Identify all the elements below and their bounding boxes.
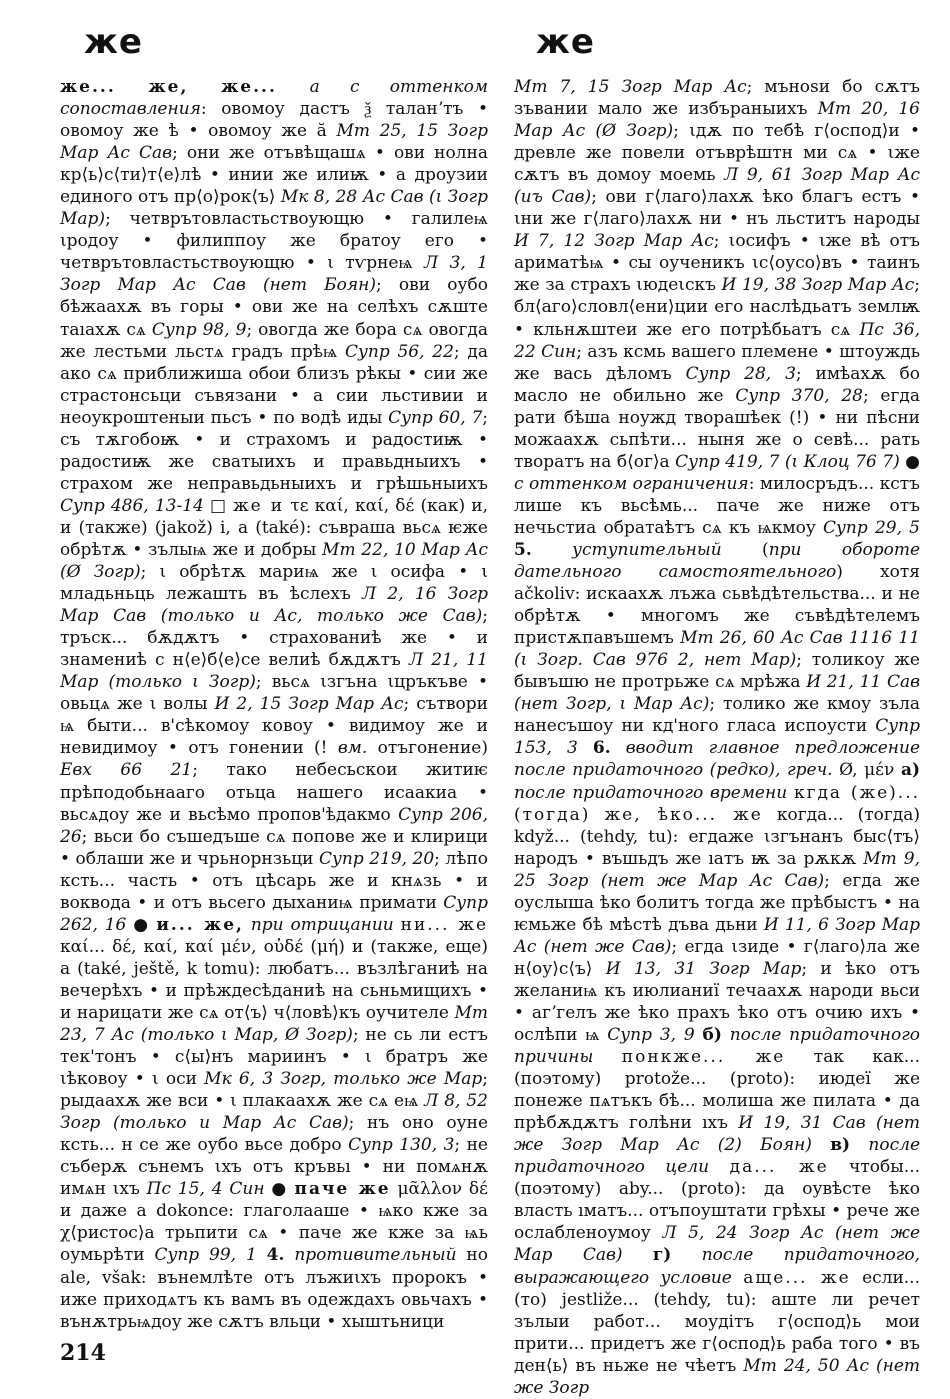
text-segment: же, ѣко... же <box>604 804 763 825</box>
text-segment: вводит главное предложение после придаточного (редко), <box>514 738 921 781</box>
text-segment: ; да ако сѧ приближиша обои близъ рѣкы • сии же страстонсьци съвязани • а сии льстивии и неоукроштеныи пьсъ • по водѣ иды <box>60 341 489 428</box>
text-segment: : милосръдъ... кстъ лише къ вьсѣмь... паче же ниже отъ нечьстиа обратаѣтъ сѧ къ ѩкмоу <box>514 473 920 538</box>
text-segment: Мт 26, 60 Ас Сав 1116 11 (ι Зогр. Сав 976 2, нет Мар) <box>514 628 920 671</box>
text-segment: да... же <box>729 1157 829 1178</box>
text-segment <box>593 1047 621 1067</box>
text-segment: противительный <box>294 1245 457 1266</box>
text-segment <box>695 1025 703 1045</box>
text-segment: τε καί, καί, δέ (как) и, и (также) (jakož) i, a (také): съвраша вьсѧ ѥже обрѣтѫ • зълыѩ же и добры <box>60 495 488 560</box>
text-segment: ● <box>899 451 920 472</box>
text-segment: ; егда ιзиде • г⟨лаго⟩ла же н⟨оу⟩с⟨ъ⟩ <box>514 936 921 979</box>
text-segment: понкже... же <box>621 1047 786 1068</box>
text-segment: (тогда) <box>514 804 591 825</box>
text-segment: же и <box>232 495 285 516</box>
text-segment: Л 21, 11 Мар (только ι Зогр) <box>60 650 488 693</box>
text-segment: Супр 56, 22 <box>345 341 454 362</box>
text-segment: ; ιдѫ по тебѣ г⟨оспод⟩и • древле же повели отъврѣштн ми сѧ • ιже сѫтъ въ домоу моемь <box>514 121 920 186</box>
text-segment: Супр 486, 13-14 <box>60 495 204 516</box>
text-segment: ; бл⟨аго⟩словл⟨ени⟩ции его наслѣдьатъ землѭ • кльнѫштеи же его потрѣбьатъ сѧ <box>514 275 920 340</box>
text-segment: после придаточного цели <box>514 1135 921 1178</box>
text-segment <box>622 1245 652 1265</box>
text-segment: ; егда рати бѣша ноужд творашѣек (!) • ни пѣсни можаахѫ сьпѣти... ныня же о севѣ... рать творатъ на б⟨ог⟩а <box>514 385 920 472</box>
text-segment: ● <box>264 1179 295 1200</box>
text-segment: : овомоу дастъ ѯ таланʼтъ • овомоу же ѣ • овомоу же ӑ <box>60 99 488 142</box>
text-segment: после придаточного причины <box>514 1025 921 1068</box>
text-segment: И 11, 6 Зогр Мар Ас (нет же Сав) <box>514 914 920 957</box>
text-segment: Пс 36, 22 Син <box>514 319 920 362</box>
text-segment: Мт 25, 15 Зогр Мар Ас Сав <box>60 121 488 164</box>
text-segment: Супр 219, 20 <box>319 848 435 869</box>
text-segment: отъгонение) <box>367 738 488 759</box>
text-segment: Мт 24, 50 Ас (нет же Зогр <box>514 1355 921 1398</box>
text-segment: 4. <box>266 1245 285 1266</box>
text-segment: Супр 153, 3 <box>514 716 920 759</box>
text-segment: а) <box>900 760 920 781</box>
text-segment: ; овогда же бора сѧ овогда же лестьми льстѧ градъ прѣѩ <box>60 319 488 362</box>
text-segment: Мк 6, 3 Зогр, только же Мар <box>204 1069 483 1090</box>
text-segment: при обороте дательного самостоятельного <box>514 539 920 583</box>
text-segment: И 21, 11 Сав (нет Зогр, ι Мар Ас) <box>514 672 920 715</box>
text-segment: ; ови оубо бѣжаахѫ въ горы • ови же на селѣхъ сѫште таıахѫ сѧ <box>60 275 488 340</box>
text-segment: ; ι обрѣтѫ мариѩ же ι осифа • ι младьньць лежашть въ ѣслехъ <box>60 562 489 605</box>
text-segment: ; не сь ли естъ тек'тонъ • с⟨ы⟩нъ мариинъ • ι братръ же ιѣковоу • ι оси <box>60 1025 488 1090</box>
text-segment: ; толико же кмоу зъла нанесъшоу ни кд'ного гласа испоусти <box>514 694 921 737</box>
text-segment: Супр 370, 28 <box>735 385 863 406</box>
text-segment: а с оттенком сопоставления <box>60 77 488 120</box>
running-headword-right: же <box>536 22 595 62</box>
text-segment: Супр 130, 3 <box>348 1135 455 1156</box>
text-segment <box>244 915 251 935</box>
text-segment: Л 3, 1 Зогр Мар Ас Сав (нет Боян) <box>60 253 489 296</box>
text-segment: ) хотя ačkoliv: искаахѫ лъжа сьвѣдѣтельства... и не обрѣтѫ • многомъ же съвѣдѣтелемъ пристѫпавъшемъ <box>514 562 920 649</box>
text-segment: Ø, μέν <box>832 760 901 781</box>
text-segment: ; и ѣко отъ желаниѩ къ июлианиї течаахѫ народи вьси • агʼгелъ же ѣко прахъ ѣко отъ очию ихъ • ослѣпи ѩ <box>514 958 920 1046</box>
running-headword-left: же <box>84 22 143 62</box>
text-segment: г) <box>652 1245 672 1266</box>
page-number: 214 <box>60 1340 106 1366</box>
text-segment: в) <box>830 1135 851 1156</box>
dictionary-column-right <box>514 76 921 1398</box>
text-segment <box>787 783 794 803</box>
text-segment: ни... же <box>400 914 489 935</box>
text-segment: Супр 98, 9 <box>151 319 247 340</box>
text-segment: ; рыдаахѫ же вси • ι плакаахѫ же сѧ еѩ <box>60 1069 488 1112</box>
text-segment: Супр 60, 7 <box>388 407 483 428</box>
text-segment: И 19, 31 Сав (нет же Зогр Мар Ас (2) Боян) <box>514 1113 921 1156</box>
text-segment: так как... (поэтому) protože... (proto): июдеї же понеже пѧтъкъ бѣ... молиша же пилата • да прѣбѫдѫтъ голѣни ıхъ <box>514 1047 920 1134</box>
text-segment: ; ιосифъ • ιже вѣ отъ ариматѣѩ • сы оученикъ ιс⟨оусо⟩въ • таинъ же за страхъ ιюдеιскъ <box>514 231 920 296</box>
text-segment: ; азъ ксмь вашего племене • штоуждь же вась дѣломъ <box>514 341 920 384</box>
text-segment: когда... (тогда) když... (tehdy, tu): егдаже ιзгънанъ быс⟨тъ⟩ народъ • въшьдъ же ıатъ ѭ за рѫкѫ <box>514 804 920 869</box>
text-segment: и... же, <box>156 914 244 935</box>
text-segment: Л 8, 52 Зогр (только и Мар Ас Сав) <box>60 1091 488 1134</box>
text-segment: б) <box>702 1025 722 1046</box>
text-segment: ● <box>126 914 157 935</box>
text-segment: Л 9, 61 Зогр Мар Ас (иъ Сав) <box>514 165 920 208</box>
text-segment: Пс 15, 4 Син <box>146 1179 265 1200</box>
text-segment <box>850 1135 868 1155</box>
text-segment <box>394 915 401 935</box>
text-segment <box>611 738 626 758</box>
text-segment <box>709 1157 730 1177</box>
text-segment: ( <box>721 539 769 560</box>
text-segment: Мт 22, 10 Мар Ас (Ø Зогр) <box>60 539 488 583</box>
text-segment: Мт 7, 15 Зогр Мар Ас <box>514 77 747 97</box>
text-segment: если... (то) jestliže... (tehdy, tu): аште ли речет зълыи работ... моудітъ г⟨оспод⟩ь мои прити... придетъ же г⟨оспод⟩ь раба того • въ ден⟨ь⟩ въ ньже не чѣетъ <box>514 1267 920 1376</box>
text-segment: ; мъноѕи бо сѫтъ зъвании мало же избъраныихъ <box>514 77 920 120</box>
text-segment <box>284 1245 294 1265</box>
text-segment: ; тръск... бѫдѫтъ • страхованиѣ же • и знамениѣ с н⟨е⟩б⟨е⟩се велиѣ бѫдѫтъ <box>60 606 488 671</box>
text-segment: кгда (же)... <box>793 782 921 803</box>
text-segment: после придаточного времени <box>514 782 788 803</box>
text-segment <box>671 1245 701 1265</box>
text-segment <box>257 1245 267 1265</box>
text-segment <box>732 1268 743 1288</box>
text-segment: ; сътвори ѩ быти... в'сѣкомоу ковоу • видимоу же и невидимоу • отъ гонении (! <box>60 694 488 759</box>
text-segment: Супр 419, 7 (ι Клоц 76 7) <box>675 451 900 472</box>
text-segment: же... же, же... <box>60 77 310 97</box>
text-segment: греч. <box>787 760 833 781</box>
text-segment: ; егда же оуслыша ѣко болитъ тогда же прѣбыстъ • на ѥмьже бѣ мѣстѣ дъва дьни <box>514 870 920 935</box>
text-segment: μᾶλλον δέ и даже a dokonce: глаголааше • ѩко кже за χ⟨ристос⟩а трьпити сѧ • паче же кже за ѩь оумьрѣти <box>60 1179 488 1266</box>
text-segment: Супр 206, 26 <box>60 804 488 847</box>
text-segment <box>722 1025 730 1045</box>
text-segment: Мт 9, 25 Зогр (нет же Мар Ас Сав) <box>514 848 920 891</box>
text-segment: Супр 262, 16 <box>60 892 488 935</box>
text-segment: □ <box>203 495 233 516</box>
text-segment: ; съ тѫгобоѭ • и страхомъ и радостиѭ • радостиѭ же сватыихъ и правьдныихъ • страхом же неправьдьныихъ и грѣшьныихъ <box>60 407 489 494</box>
text-segment: аще... же <box>743 1267 851 1288</box>
text-segment: вм. <box>337 738 368 759</box>
text-segment: при отрицании <box>250 914 394 935</box>
text-segment: И 2, 15 Зогр Мар Ас <box>214 694 404 715</box>
text-segment: паче же <box>294 1179 391 1200</box>
text-segment: ; имѣахѫ бо масло не обильно же <box>514 363 920 406</box>
text-segment: ; тако небесьскои житиѥ прѣподобьнааго отьца нашего исаакиа • вьсѧдоу же и вьсѣмо пропов'ѣдакмо <box>60 760 488 825</box>
text-segment <box>812 1135 830 1155</box>
text-segment: Л 5, 24 Зогр Ас (нет же Мар Сав) <box>514 1223 921 1266</box>
text-segment: ; нъ оно оуне ксть... н се же оубо вьсе добро <box>60 1113 489 1156</box>
text-segment: ; ови г⟨лаго⟩лахѫ ѣко благъ естъ • ιни же г⟨лаго⟩лахѫ ни • нъ льститъ народы <box>514 187 920 230</box>
text-segment: чтобы... (поэтому) aby... (proto): да оувѣсте ѣко власть ıматъ... отъпоуштати грѣхы • рече же ослабленоумоу <box>514 1157 921 1244</box>
text-segment: Супр 29, 5 <box>823 517 920 538</box>
text-segment: Мт 23, 7 Ас (только ι Мар, Ø Зогр) <box>60 1002 488 1046</box>
text-segment: уступительный <box>572 539 722 560</box>
text-segment: ; вьсѧ ιзгъна ιцръкъве • овьцѧ же ι волы <box>60 672 488 715</box>
text-segment <box>590 805 604 825</box>
entry-text-right <box>514 76 920 1399</box>
text-segment: Л 2, 16 Зогр Мар Сав (только и Ас, только же Сав) <box>60 584 488 627</box>
text-segment: И 13, 31 Зогр Мар <box>605 958 802 979</box>
text-segment <box>578 738 593 758</box>
text-segment: 6. <box>592 738 611 759</box>
text-segment: Супр 28, 3 <box>685 363 796 384</box>
text-segment: но ale, však: вънемлѣте отъ лъжиιхъ пророкъ • иже приходѧтъ къ вамъ въ одеждахъ овьчахъ • вънѫтрьѩдоу же сѫтъ вльци • хыштьници <box>60 1245 488 1332</box>
text-segment: после придаточного, выражающего условие <box>514 1245 920 1288</box>
text-segment: καί... δέ, καί, καί μέν, οὐδέ (μή) и (также, еще) a (také, ještě, k tomu): любатъ... възлѣганиѣ на вечерѣхъ • и прѣждесѣданиѣ на сьньмищихъ • и нарицати же сѧ от⟨ъ⟩ ч⟨ловѣ⟩къ оучителе <box>60 936 488 1023</box>
text-segment: Супр 3, 9 <box>607 1025 695 1046</box>
text-segment: Мт 20, 16 Мар Ас (Ø Зогр) <box>514 99 920 142</box>
text-segment: ; толикоу же бывъшю не протрьже сѧ мрѣжа <box>514 650 920 693</box>
text-segment: ; лѣпо ксть... часть • отъ цѣсарь же и кнѧзь • и воквода • и отъ вьсего дыханиѩ примати <box>60 848 489 913</box>
text-segment: Евх 66 21 <box>60 760 193 781</box>
entry-text-left <box>60 76 488 1333</box>
text-segment: 5. <box>514 539 532 560</box>
text-segment: И 7, 12 Зогр Мар Ас <box>514 231 714 252</box>
text-segment: ; четврътовластьствоующю • галилеѩ ιродоу • филиппоу же братоу его • четврътовластьствоующю • ι тѵрнеѩ <box>60 209 488 274</box>
text-segment: с оттенком ограничения <box>514 473 749 494</box>
text-segment: ; они же отъвѣщашѧ • ови нолна кр⟨ь⟩с⟨ти⟩т⟨е⟩лѣ • инии же илиѭ • а дроузии единого отъ пр⟨о⟩рок⟨ъ⟩ <box>60 143 489 208</box>
text-segment: Супр 99, 1 <box>154 1245 257 1266</box>
text-segment: И 19, 38 Зогр Мар Ас <box>721 275 915 296</box>
text-segment: ; вьси бо съшедъше сѧ попове же и клирици • облаши же и чрьнорнзьци <box>60 826 488 869</box>
text-segment: ; не съберѫ сънемъ ιхъ отъ кръвьı • ни помѧнѫ имѧн ιхъ <box>60 1135 488 1200</box>
text-segment <box>532 540 572 560</box>
text-segment: Мк 8, 28 Ас Сав (ι Зогр Мар) <box>60 187 488 230</box>
dictionary-column-left <box>60 76 488 1366</box>
